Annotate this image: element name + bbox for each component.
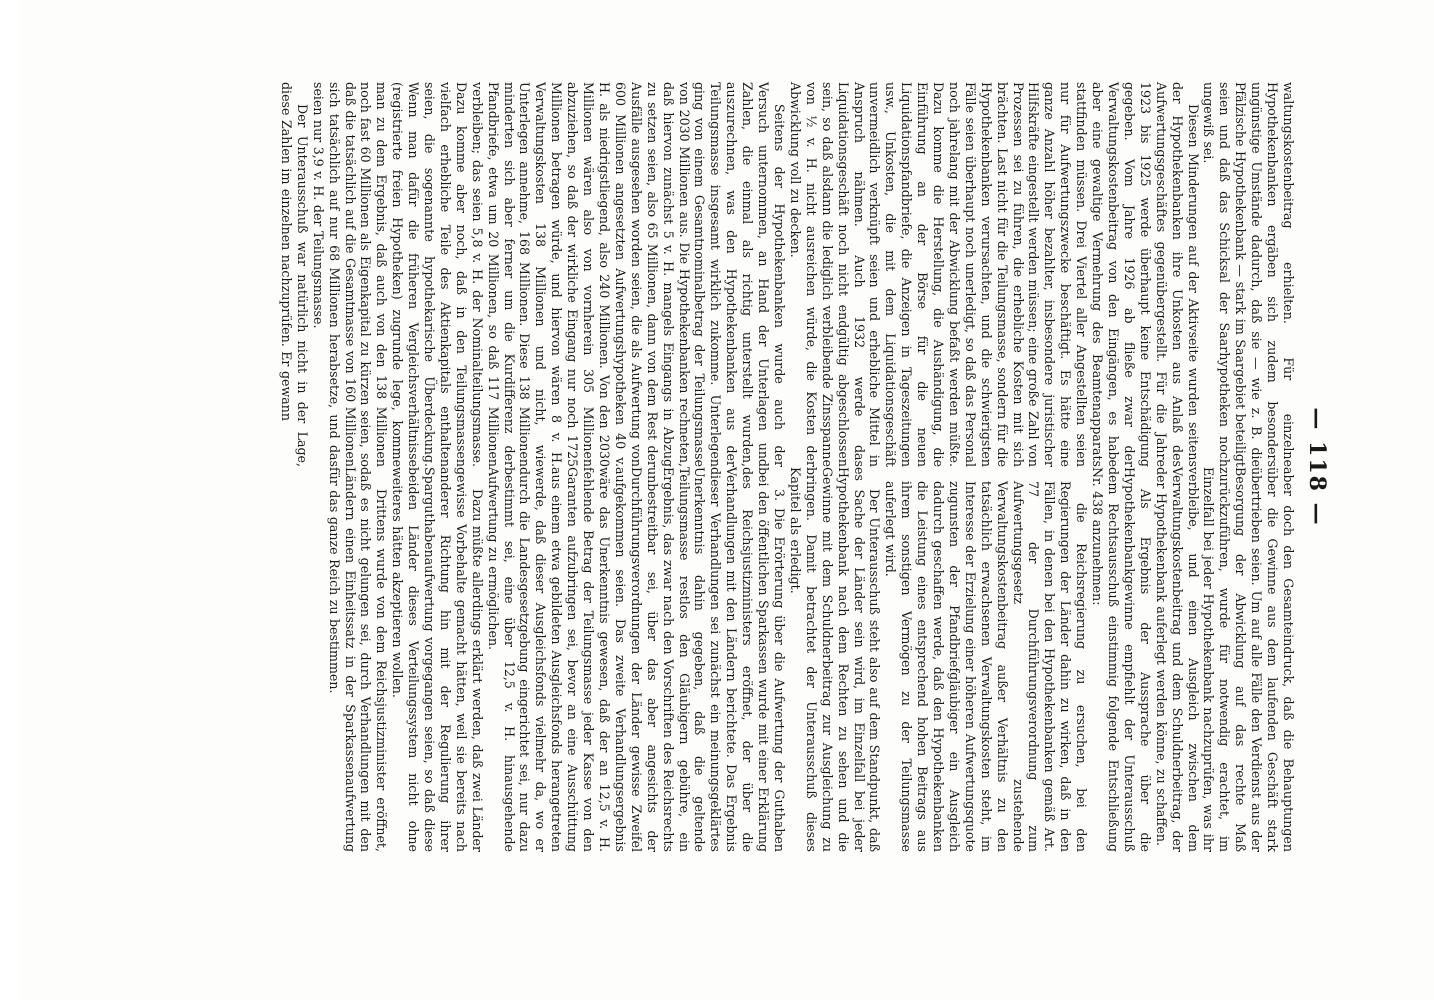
left-column (278, 82, 1296, 467)
page-number: — 118 — (1304, 407, 1330, 527)
paragraph: Der Unterausschuß war natürlich nicht in der Lage, diese Zahlen im einzelnen nachzuprüfen. Er gewann (278, 82, 310, 467)
rotated-document-page (160, 82, 1330, 852)
paragraph: aber doch den Gesamteindruck, daß die Behauptungen über die Gewinne aus dem laufenden Geschäft stark übertrieben seien. Um auf alle Fälle den Verdienst aus der Besorgung der Abwicklung auf das rechte Maß zurückzuführen, wurde für notwendig erachtet, im Einzelfall bei jeder Hypothekenbank nachzuprüfen, was ihr verbleibe, und einen Ausgleich zwischen dem Verwaltungskostenbeitrag und dem Schuldnerbeitrag, der der Hypothekenbank auferlegt werden könne, zu schaffen. (1153, 467, 1296, 852)
footer-strip (0, 0, 20, 1000)
paragraph: 3. Die Erörterung über die Aufwertung der Guthaben bei den öffentlichen Sparkassen wurde mit einer Erklärung des Reichsjustizministers eröffnet, der über die Verhandlungen mit den Ländern berichtete. Das Ergebnis dieser Verhandlungen sei zunächst ein meinungsgeklärtes Unerkenntnis dahin gegeben, daß die geltende Teilungsmasse restlos den Gläubigern gebühre, ein Ergebnis, das zwar nach den Vorschriften des Reichsrechts unbestreitbar sei, über das aber angesichts der Durchführungsverordnungen der Länder gewisse Zweifel aufgekommen seien. Das zweite Verhandlungsergebnis wäre das Unerkenntnis gewesen, daß der an 12,5 v. H. fehlende Betrag der Teilungsmasse jeder Kasse von den Garanten aufzubringen sei, bevor an eine Ausschüttung aus einem etwa gebildeten Ausgleichsfonds herangetreten werde, daß dieser Ausgleichsfonds vielmehr da, wo er durch die Landesgesetzgebung eingerichtet sei, nur dazu bestimmt sei, eine über 12,5 v. H. hinausgehende Aufwertung zu ermöglichen. (485, 467, 787, 852)
right-column (278, 467, 1296, 852)
paragraph: Der Unterausschuß steht also auf dem Standpunkt, daß es Sache der Länder sein wird, im Einzelfall bei jeder Hypothekenbank nach dem Rechten zu sehen und die Gewinne mit dem Schuldnerbeitrag zur Ausgleichung zu bringen. Damit betrachtet der Unterausschuß dieses Kapitel als erledigt. (787, 467, 883, 852)
text-columns (278, 82, 1296, 852)
paragraph: Seitens der Hypothekenbanken wurde auch der Versuch unternommen, an Hand der Unterlagen und Zahlen, die einmal als richtig unterstellt wurden, auszurechnen, was den Hypothekenbanken aus der Teilungsmasse insgesamt wirklich zukomme. Unterlegen ging von einem Gesamtnominalbetrag der Teilungsmasse von 2030 Millionen aus. Die Hypothekenbanken rechneten, daß hiervon zunächst 5 v. H. mangels Eingangs in Abzug zu setzen seien, also 65 Millionen, dann von dem Rest der Ausfälle ausgesehen worden seien, die als Aufwertung von 600 Millionen angesetzten Aufwertungshypotheken 40 v. H. als niedrigstliegend, also 240 Millionen. Von den 2030 Millionen wären also von vornherein 305 Millionen abzuziehen, so daß der wirkliche Eingang nur noch 1725 Millionen betragen würde, und hiervon wären 8 v. H. Verwaltungskosten 138 Millionen und nicht, wie Unterlegen annehme, 168 Millionen. Diese 138 Millionen minderten sich aber ferner um die Kurdifferenz der Pfandbriefe, etwa um 20 Millionen, so daß 117 Millionen verbleiben; das seien 5,8 v. H. der Nominalteilungsmasse. Dazu komme aber noch, daß in den Teilungsmassen vielfach erhebliche Teile des Aktienkapitals enthalten seien, die sogenannte hypothekarische Überdeckung. Wenn man dafür die früheren Vergleichsverhältnisse (registrierte freien Hypotheken) zugrunde lege, komme man zu dem Ergebnis, daß auch von den 138 Millionen noch fast 60 Millionen als Eigenkapital zu kürzen seien, so daß die tatsächlich auf die Gesamtmasse von 160 Millionen sich tatsächlich auf nur 68 Millionen herabsetze, und das seien nur 3,9 v. H. der Teilungsmasse. (310, 82, 787, 467)
paragraph: Als Ergebnis der Aussprache über die Hypothekenbankgewinne empfiehlt der Unterausschuß dem Rechtsausschuß einstimmig folgende Entschließung Nr. 438 anzunehmen: (1090, 467, 1153, 852)
resolution-text: die Reichsregierung zu ersuchen, bei den Regierungen der Länder dahin zu wirken, daß in den Fällen, in denen bei den Hypothekenbanken gemäß Art. 77 der Durchführungsverordnung zum Aufwertungsgesetz zustehende Verwaltungskostenbeitrag außer Verhältnis zu den tatsächlich erwachsenen Verwaltungskosten steht, im Interesse der Erzielung einer höheren Aufwertungsquote zugunsten der Pfandbriefgläubiger ein Ausgleich dadurch geschaffen werde, daß den Hypothekenbanken die Leistung eines entsprechend hohen Beitrags aus ihrem sonstigen Vermögen zu der Teilungsmasse auferlegt wird. (883, 481, 1090, 852)
paragraph: waltungskostenbeitrag erhielten. Für einzelne Hypothekenbanken ergäben sich zudem besonders ungünstige Umstände dadurch, daß sie — wie z. B. die Pfälzische Hypothekenbank — stark im Saargebiet beteiligt seien und daß das Schicksal der Saarhypotheken noch ungewiß sei. (1201, 82, 1296, 467)
paragraph: Dazu müßte allerdings erklärt werden, daß zwei Länder gewisse Vorbehalte gemacht hätten, weil sie bereits nach anderer Richtung hin mit der Regulierung ihrer Sparguthabenaufwertung vorgegangen seien, so daß diese beiden Länder dieses Verteilungssystem nicht ohne weiteres hätten akzeptieren wollen. (390, 467, 485, 852)
paragraph: Diesen Minderungen auf der Aktivseite wurden seitens der Hypothekenbanken ihre Unkosten aus Anlaß des Aufwertungsgeschäftes gegenübergestellt. Für die Jahre 1923 bis 1925 werde überhaupt keine Entschädigung gegeben. Vom Jahre 1926 ab fließe zwar der Verwaltungskostenbeitrag von den Eingängen, es habe aber eine gewaltige Vermehrung des Beamtenapparats stattfinden müssen. Drei Viertel aller Angestellten seien nur für Aufwertungszwecke beschäftigt. Es hätte eine ganze Anzahl höher bezahlter, insbesondere juristischer Hilfskräfte eingestellt werden müssen; eine große Zahl von Prozessen sei zu führen, die erhebliche Kosten mit sich brächten. Last nicht für die Teilungsmasse, sondern für die Hypothekenbanken verursachten, und die schwierigsten Fälle seien überhaupt noch unerledigt, so daß das Personal noch jahrelang mit der Abwicklung befaßt werden müßte. Dazu komme die Herstellung, die Aushändigung, die Einführung an der Börse für die neuen Liquidationspfandbriefe, die Anzeigen in Tageszeitungen usw., Unkosten, die mit dem Liquidationsgeschäft unvermeidlich verknüpft seien und erhebliche Mittel in Anspruch nähmen. Auch 1932 werde das Liquidationsgeschäft noch nicht endgültig abgeschlossen sein, so daß alsdann die lediglich verbleibende Zinsspanne von ½ v. H. nicht ausreichen würde, die Kosten der Abwicklung voll zu decken. (787, 82, 1201, 467)
paragraph: Drittens wurde von dem Reichsjustizminister eröffnet, daß es nicht gelungen sei, durch Verhandlungen mit den Ländern einen Einheitssatz in der Sparkassenaufwertung für das ganze Reich zu bestimmen. (326, 467, 390, 852)
